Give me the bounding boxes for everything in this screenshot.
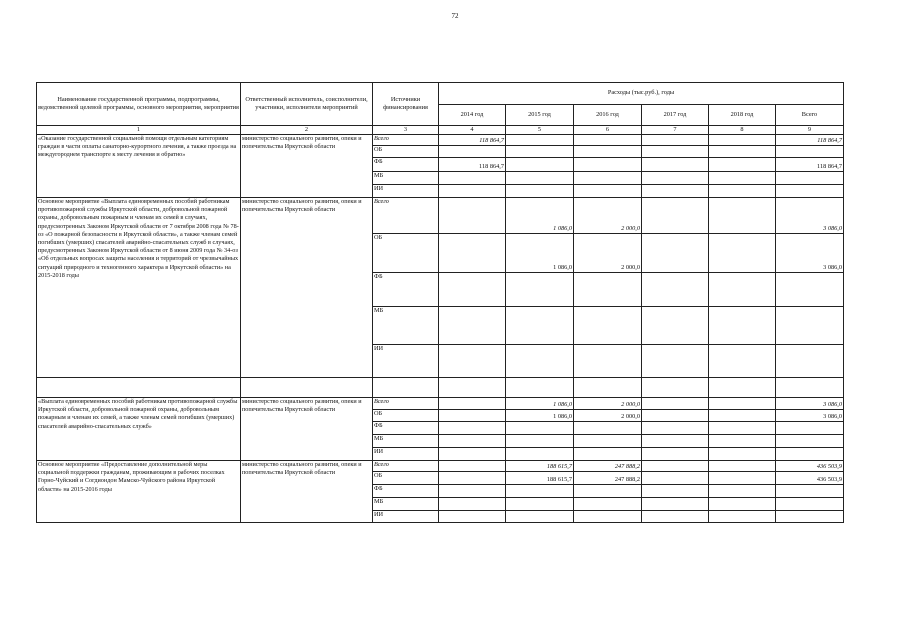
year-value-cell (709, 273, 776, 307)
funding-source: ИИ (373, 511, 439, 523)
year-value-cell: 247 888,2 (574, 472, 642, 485)
year-value-cell (439, 435, 506, 448)
year-value-cell (574, 172, 642, 185)
year-value-cell (439, 461, 506, 472)
year-value-cell (709, 185, 776, 198)
column-number: 2 (241, 126, 373, 135)
year-value-cell (709, 435, 776, 448)
header-program: Наименование государственной программы, подпрограммы, ведомственной целевой программы, основного мероприятия, мероприятия (37, 83, 241, 126)
year-value-cell (709, 511, 776, 523)
total-value-cell (776, 435, 844, 448)
total-value-cell: 118 864,7 (776, 135, 844, 146)
header-expenses: Расходы (тыс.руб.), годы (439, 83, 844, 105)
year-value-cell (506, 307, 574, 345)
responsible-executor: министерство социального развития, опеки и попечительства Иркутской области (241, 398, 373, 461)
year-value-cell (642, 185, 709, 198)
funding-source: МБ (373, 435, 439, 448)
column-number: 1 (37, 126, 241, 135)
year-value-cell (439, 198, 506, 234)
year-value-cell (642, 448, 709, 461)
year-value-cell (439, 172, 506, 185)
year-value-cell (642, 461, 709, 472)
year-value-cell (506, 273, 574, 307)
empty-cell (776, 378, 844, 398)
total-value-cell: 118 864,7 (776, 158, 844, 172)
table-row (37, 398, 844, 410)
column-number: 9 (776, 126, 844, 135)
year-value-cell (574, 511, 642, 523)
year-value-cell (709, 135, 776, 146)
total-value-cell: 3 086,0 (776, 410, 844, 422)
year-value-cell (642, 307, 709, 345)
empty-cell (439, 378, 506, 398)
funding-source: Всего (373, 135, 439, 146)
year-value-cell: 1 086,0 (506, 410, 574, 422)
year-value-cell (506, 485, 574, 498)
funding-source: ФБ (373, 273, 439, 307)
funding-source: МБ (373, 172, 439, 185)
table-row (37, 198, 844, 234)
funding-source: ОБ (373, 472, 439, 485)
funding-source: МБ (373, 307, 439, 345)
year-value-cell (642, 472, 709, 485)
funding-source: Всего (373, 461, 439, 472)
total-value-cell (776, 172, 844, 185)
year-value-cell (506, 158, 574, 172)
year-value-cell (642, 511, 709, 523)
year-value-cell (642, 398, 709, 410)
funding-source: МБ (373, 498, 439, 511)
year-value-cell (574, 485, 642, 498)
year-value-cell (642, 422, 709, 435)
year-value-cell (574, 435, 642, 448)
year-value-cell (642, 485, 709, 498)
funding-source: Всего (373, 198, 439, 234)
year-value-cell: 247 888,2 (574, 461, 642, 472)
header-year: 2018 год (709, 105, 776, 126)
header-total: Всего (776, 105, 844, 126)
year-value-cell (709, 146, 776, 158)
year-value-cell (439, 307, 506, 345)
total-value-cell: 436 503,9 (776, 461, 844, 472)
total-value-cell (776, 422, 844, 435)
year-value-cell (709, 158, 776, 172)
program-description: Основное мероприятие «Предоставление дополнительной меры социальной поддержки гражданам, проживающим в рабочих поселках Горно-Чуйский и Согдиондон Мамско-Чуйского района Иркутской области» на 2015-2016 годы (37, 461, 241, 523)
header-year: 2016 год (574, 105, 642, 126)
funding-source: ФБ (373, 485, 439, 498)
column-number: 3 (373, 126, 439, 135)
year-value-cell (506, 135, 574, 146)
funding-source: ИИ (373, 448, 439, 461)
total-value-cell (776, 146, 844, 158)
empty-cell (37, 378, 241, 398)
year-value-cell (506, 422, 574, 435)
year-value-cell (506, 498, 574, 511)
year-value-cell: 1 086,0 (506, 234, 574, 273)
year-value-cell (574, 498, 642, 511)
funding-source: Всего (373, 398, 439, 410)
year-value-cell (642, 146, 709, 158)
year-value-cell (709, 498, 776, 511)
year-value-cell: 1 086,0 (506, 198, 574, 234)
year-value-cell (574, 146, 642, 158)
year-value-cell: 188 615,7 (506, 461, 574, 472)
total-value-cell (776, 273, 844, 307)
table-row (37, 461, 844, 472)
total-value-cell (776, 307, 844, 345)
header-sources: Источники финансирования (373, 83, 439, 126)
year-value-cell: 2 000,0 (574, 234, 642, 273)
table-row (37, 135, 844, 146)
funding-source: ОБ (373, 234, 439, 273)
empty-cell (506, 378, 574, 398)
year-value-cell (574, 307, 642, 345)
year-value-cell (709, 398, 776, 410)
total-value-cell: 3 086,0 (776, 198, 844, 234)
year-value-cell: 2 000,0 (574, 198, 642, 234)
year-value-cell (709, 234, 776, 273)
year-value-cell (709, 485, 776, 498)
program-description: Основное мероприятие «Выплата единовременных пособий работникам противопожарной службы Иркутской области, добровольной пожарной охраны, добровольным пожарным и членам их семей в случаях, предусмотренных Законом Иркутской области от 7 октября 2008 года № 78-оз «О пожарной безопасности в Иркутской области», а также членам семей погибших (умерших) спасателей аварийно-спасательных служб в случаях, предусмотренных Законом Иркутской области от 8 июня 2009 года № 34-оз «Об отдельных вопросах защиты населения и территорий от чрезвычайных ситуаций природного и техногенного характера в Иркутской области» на 2015-2018 годы (37, 198, 241, 378)
year-value-cell: 188 615,7 (506, 472, 574, 485)
responsible-executor: министерство социального развития, опеки и попечительства Иркутской области (241, 198, 373, 378)
column-number: 5 (506, 126, 574, 135)
year-value-cell: 118 864,7 (439, 158, 506, 172)
year-value-cell (439, 185, 506, 198)
year-value-cell (439, 511, 506, 523)
year-value-cell (642, 234, 709, 273)
empty-cell (241, 378, 373, 398)
year-value-cell (642, 198, 709, 234)
total-value-cell: 3 086,0 (776, 234, 844, 273)
year-value-cell (709, 461, 776, 472)
responsible-executor: министерство социального развития, опеки и попечительства Иркутской области (241, 461, 373, 523)
year-value-cell (439, 273, 506, 307)
total-value-cell (776, 345, 844, 378)
year-value-cell (506, 172, 574, 185)
year-value-cell (642, 158, 709, 172)
year-value-cell (642, 498, 709, 511)
year-value-cell (439, 498, 506, 511)
funding-source: ИИ (373, 345, 439, 378)
column-number: 8 (709, 126, 776, 135)
year-value-cell (642, 410, 709, 422)
year-value-cell (574, 185, 642, 198)
year-value-cell (574, 345, 642, 378)
column-number: 7 (642, 126, 709, 135)
page-number: 72 (451, 12, 459, 20)
responsible-executor: министерство социального развития, опеки и попечительства Иркутской области (241, 135, 373, 198)
total-value-cell (776, 448, 844, 461)
year-value-cell (709, 307, 776, 345)
program-description: «Выплата единовременных пособий работникам противопожарной службы Иркутской области, добровольной пожарной охраны, добровольным пожарным и членам их семей, а также членам семей погибших (умерших) спасателей аварийно-спасательных служб» (37, 398, 241, 461)
year-value-cell (709, 345, 776, 378)
year-value-cell (506, 435, 574, 448)
year-value-cell: 2 000,0 (574, 398, 642, 410)
year-value-cell: 118 864,7 (439, 135, 506, 146)
header-responsible: Ответственный исполнитель, соисполнители, участники, исполнители мероприятий (241, 83, 373, 126)
year-value-cell (574, 448, 642, 461)
year-value-cell (574, 422, 642, 435)
year-value-cell (574, 273, 642, 307)
column-number-row (37, 126, 844, 135)
year-value-cell (439, 448, 506, 461)
header-year: 2014 год (439, 105, 506, 126)
year-value-cell: 1 086,0 (506, 398, 574, 410)
year-value-cell (709, 410, 776, 422)
column-number: 6 (574, 126, 642, 135)
total-value-cell (776, 511, 844, 523)
year-value-cell (709, 198, 776, 234)
funding-source: ФБ (373, 422, 439, 435)
total-value-cell (776, 485, 844, 498)
year-value-cell: 2 000,0 (574, 410, 642, 422)
year-value-cell (439, 422, 506, 435)
year-value-cell (506, 511, 574, 523)
empty-cell (709, 378, 776, 398)
header-year: 2015 год (506, 105, 574, 126)
funding-source: ОБ (373, 410, 439, 422)
year-value-cell (574, 135, 642, 146)
total-value-cell (776, 498, 844, 511)
year-value-cell (439, 146, 506, 158)
header-year: 2017 год (642, 105, 709, 126)
empty-cell (574, 378, 642, 398)
year-value-cell (439, 410, 506, 422)
year-value-cell (439, 472, 506, 485)
spacer-row (37, 378, 844, 398)
empty-cell (373, 378, 439, 398)
year-value-cell (439, 398, 506, 410)
year-value-cell (642, 135, 709, 146)
empty-cell (642, 378, 709, 398)
financing-table (36, 82, 844, 523)
program-description: «Оказание государственной социальной помощи отдельным категориям граждан в части оплаты санаторно-курортного лечения, а также проезда на междугороднем транспорте к месту лечения и обратно» (37, 135, 241, 198)
total-value-cell: 436 503,9 (776, 472, 844, 485)
year-value-cell (506, 146, 574, 158)
year-value-cell (506, 345, 574, 378)
year-value-cell (709, 172, 776, 185)
year-value-cell (709, 448, 776, 461)
year-value-cell (709, 472, 776, 485)
year-value-cell (642, 345, 709, 378)
year-value-cell (439, 234, 506, 273)
year-value-cell (506, 185, 574, 198)
funding-source: ОБ (373, 146, 439, 158)
funding-source: ФБ (373, 158, 439, 172)
year-value-cell (642, 172, 709, 185)
year-value-cell (439, 345, 506, 378)
funding-source: ИИ (373, 185, 439, 198)
year-value-cell (574, 158, 642, 172)
total-value-cell: 3 086,0 (776, 398, 844, 410)
year-value-cell (506, 448, 574, 461)
year-value-cell (642, 435, 709, 448)
year-value-cell (439, 485, 506, 498)
column-number: 4 (439, 126, 506, 135)
year-value-cell (709, 422, 776, 435)
total-value-cell (776, 185, 844, 198)
year-value-cell (642, 273, 709, 307)
